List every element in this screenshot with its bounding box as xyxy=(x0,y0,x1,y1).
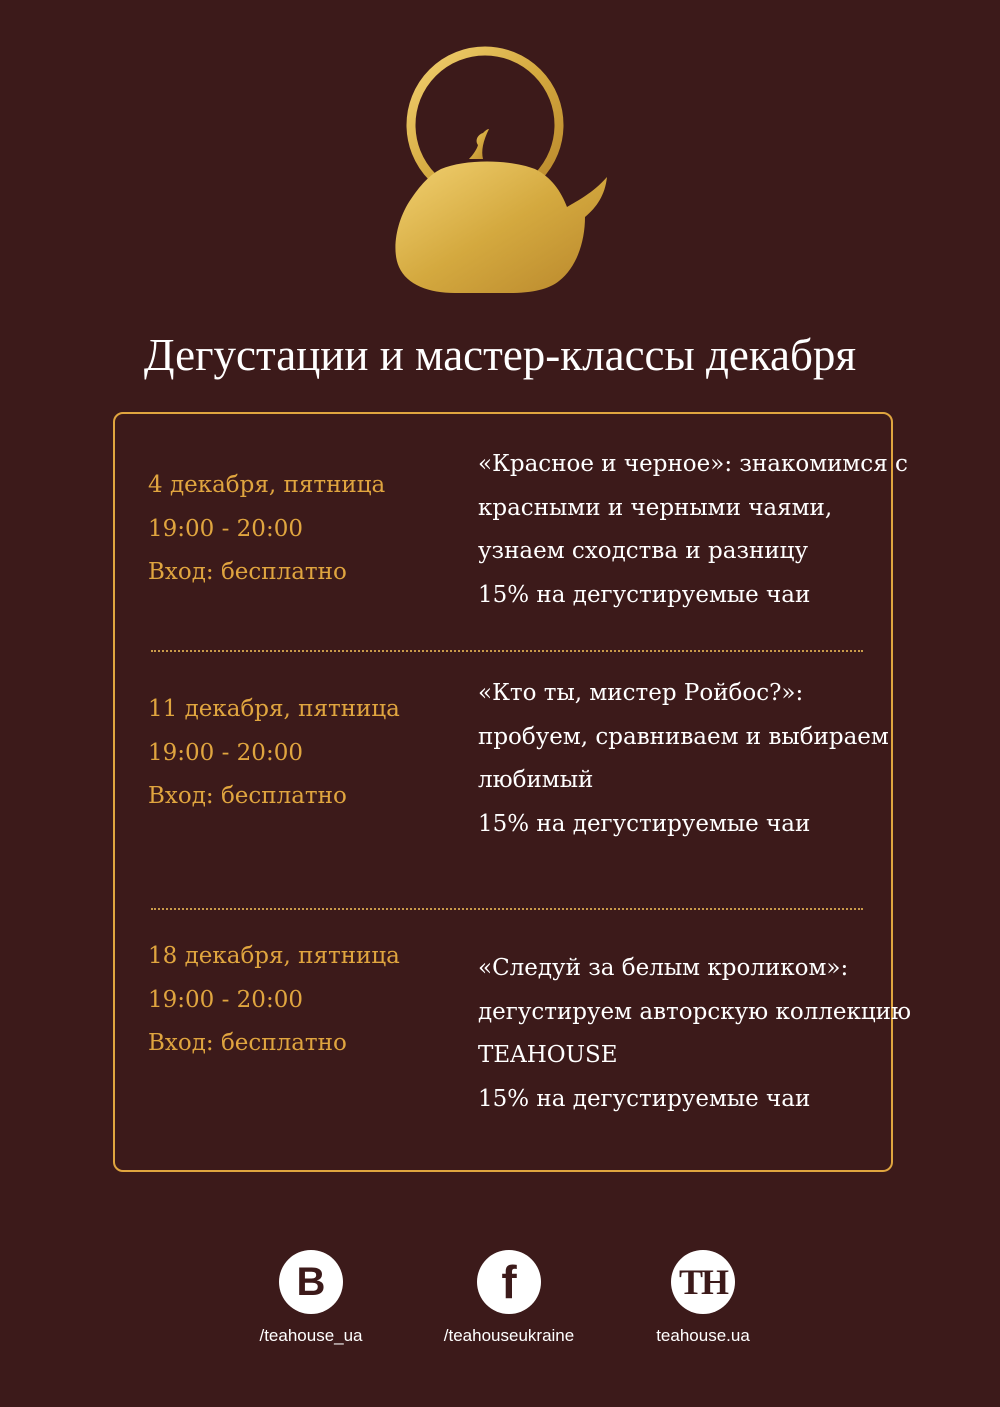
social-website[interactable] xyxy=(613,1250,793,1346)
event-description-line: «Следуй за белым кроликом»: xyxy=(478,955,849,981)
facebook-icon[interactable] xyxy=(477,1250,541,1314)
event-3-details xyxy=(148,935,400,1066)
vk-icon[interactable] xyxy=(279,1250,343,1314)
facebook-link[interactable]: /teahouseukraine xyxy=(443,1326,575,1345)
event-time: 19:00 - 20:00 xyxy=(148,515,303,542)
event-description-line: красными и черными чаями, xyxy=(478,494,833,521)
event-time: 19:00 - 20:00 xyxy=(148,986,303,1013)
page-title: Дегустации и мастер-классы декабря xyxy=(143,330,857,380)
event-1-details xyxy=(148,464,385,595)
event-date: 18 декабря, пятница xyxy=(148,943,400,969)
event-description-line: «Красное и черное»: знакомимся с xyxy=(478,451,908,477)
teapot-logo xyxy=(385,45,625,305)
event-discount: 15% на дегустируемые чаи xyxy=(478,581,811,608)
event-description-line: пробуем, сравниваем и выбираем xyxy=(478,723,889,750)
event-description-line: дегустируем авторскую коллекцию xyxy=(478,998,912,1025)
vk-link[interactable]: /teahouse_ua xyxy=(259,1326,363,1345)
social-facebook[interactable] xyxy=(419,1250,599,1346)
event-date: 4 декабря, пятница xyxy=(148,472,386,498)
teapot-body-icon xyxy=(395,162,607,294)
event-entry: Вход: бесплатно xyxy=(148,783,347,809)
dotted-divider xyxy=(151,908,863,910)
vk-icon-glyph: B xyxy=(296,1259,326,1304)
teapot-lid-icon xyxy=(469,129,489,159)
website-link[interactable]: teahouse.ua xyxy=(656,1326,750,1345)
teahouse-logo-glyph: TH xyxy=(678,1262,727,1302)
event-description-line: «Кто ты, мистер Ройбос?»: xyxy=(478,680,804,706)
events-box xyxy=(113,412,912,1172)
event-discount: 15% на дегустируемые чаи xyxy=(478,810,811,837)
social-vk[interactable] xyxy=(221,1250,401,1346)
event-description-line: TEAHOUSE xyxy=(478,1042,618,1068)
event-time: 19:00 - 20:00 xyxy=(148,739,303,766)
event-description-line: узнаем сходства и разницу xyxy=(478,538,808,564)
event-1-description xyxy=(478,443,908,617)
event-3-description xyxy=(478,947,911,1121)
event-description-line: любимый xyxy=(478,767,594,793)
event-entry: Вход: бесплатно xyxy=(148,1030,347,1056)
event-2-description xyxy=(478,672,889,846)
event-entry: Вход: бесплатно xyxy=(148,559,347,585)
dotted-divider xyxy=(151,650,863,652)
teahouse-logo-icon[interactable] xyxy=(671,1250,735,1314)
facebook-icon-glyph: f xyxy=(501,1256,517,1308)
event-2-details xyxy=(148,688,400,819)
event-date: 11 декабря, пятница xyxy=(148,696,400,722)
event-discount: 15% на дегустируемые чаи xyxy=(478,1085,811,1112)
